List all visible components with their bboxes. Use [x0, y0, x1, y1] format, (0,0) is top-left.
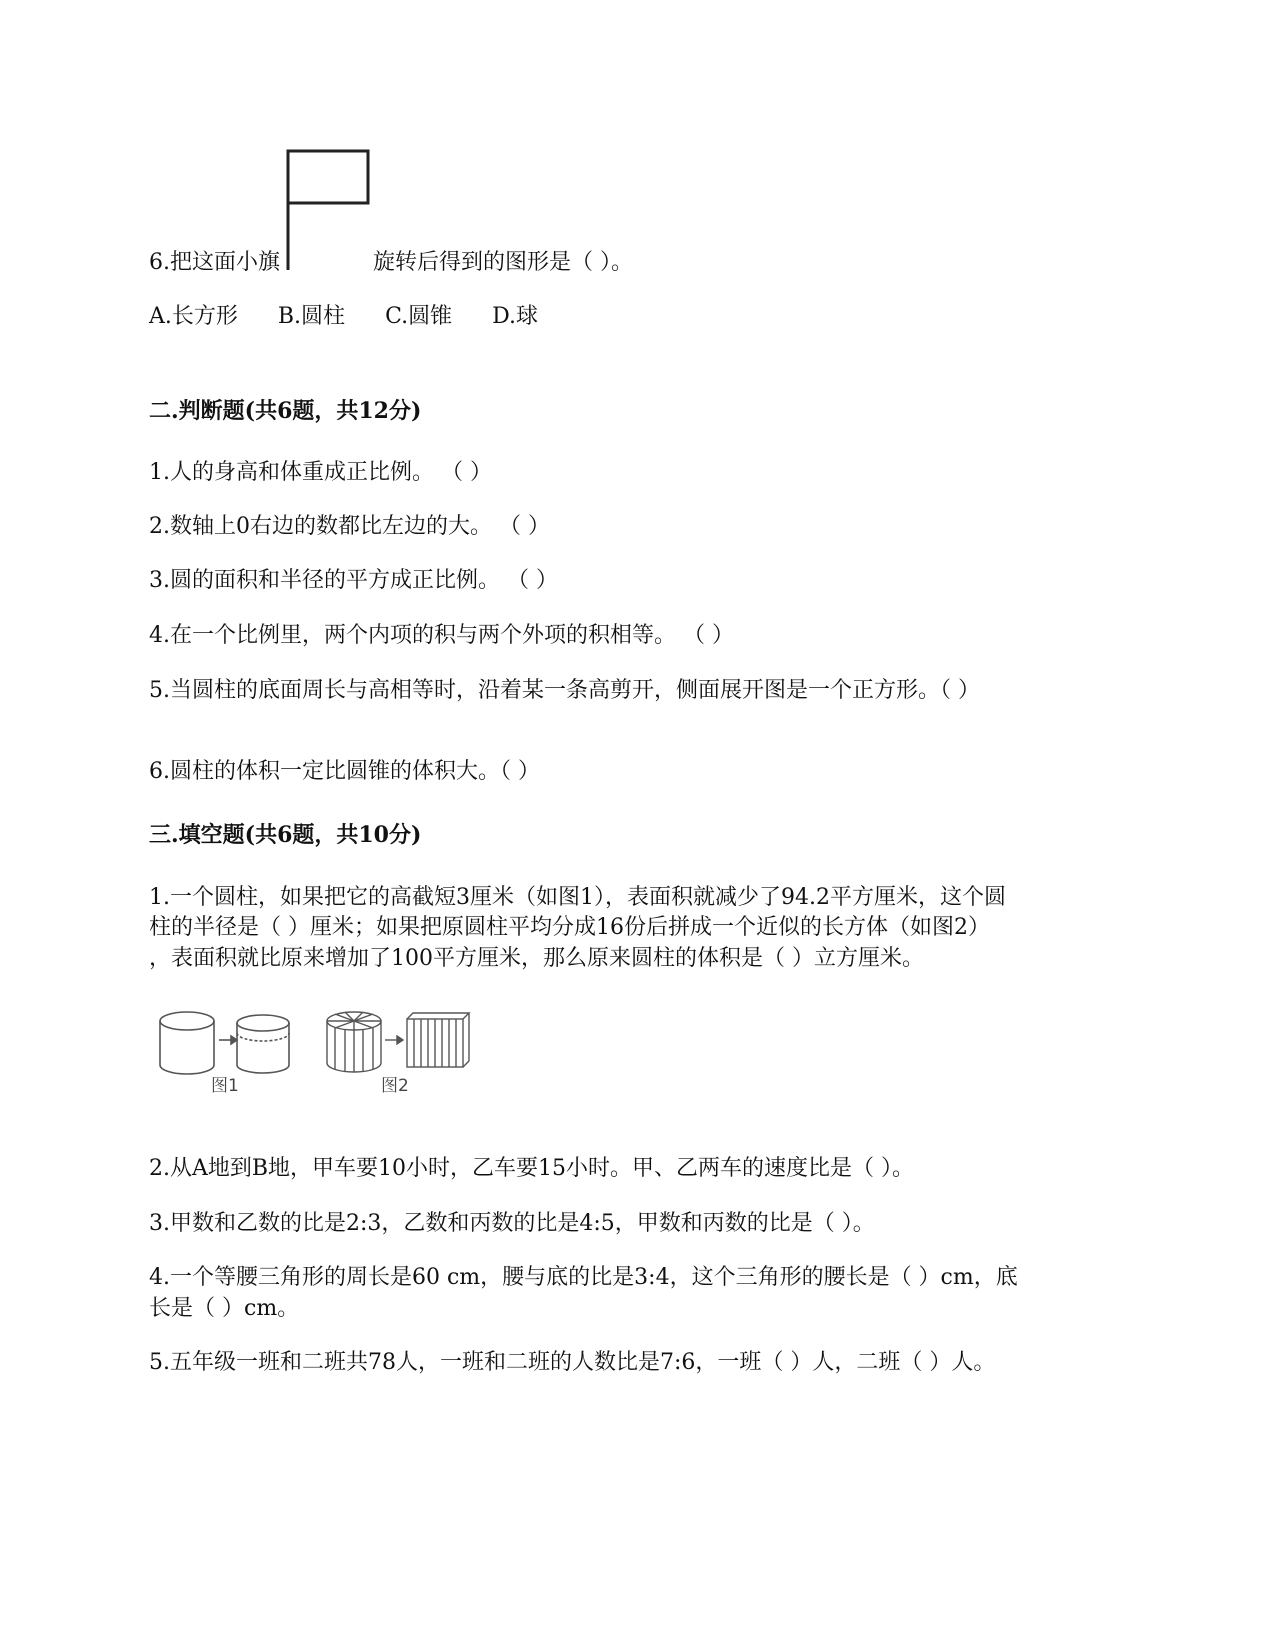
question-6-options: [149, 302, 578, 332]
option-a: A.长方形: [149, 304, 238, 329]
fill-q2: 2.从A地到B地，甲车要10小时，乙车要15小时。甲、乙两车的速度比是（ ）。: [149, 1156, 915, 1181]
fill-q1-line-1: 1.一个圆柱，如果把它的高截短3厘米（如图1），表面积就减少了94.2平方厘米，这个圆: [149, 885, 1006, 910]
section-2-heading: 二.判断题(共6题，共12分): [149, 398, 422, 424]
judge-item-2: 2.数轴上0右边的数都比左边的大。 （ ）: [149, 514, 550, 539]
judge-item-1: 1.人的身高和体重成正比例。 （ ）: [149, 460, 492, 485]
option-b: B.圆柱: [277, 304, 346, 329]
question-6-prefix: 6.把这面小旗: [149, 250, 280, 275]
figure-2-label: 图2: [381, 1076, 409, 1096]
figure-1-drawing: [160, 1012, 289, 1074]
figure-1-label: 图1: [211, 1076, 239, 1096]
fill-q3: 3.甲数和乙数的比是2:3，乙数和丙数的比是4:5，甲数和丙数的比是（ ）。: [149, 1211, 875, 1236]
judge-item-6: 6.圆柱的体积一定比圆锥的体积大。（ ）: [149, 759, 540, 784]
option-c: C.圆锥: [385, 304, 453, 329]
option-d: D.球: [492, 304, 538, 329]
question-6-suffix: 旋转后得到的图形是（ ）。: [373, 250, 633, 275]
flag-icon: [283, 148, 373, 273]
judge-item-4: 4.在一个比例里，两个内项的积与两个外项的积相等。 （ ）: [149, 623, 734, 648]
fill-q4-line-2: 长是（ ）cm。: [149, 1296, 300, 1321]
figure-2-drawing: [327, 1012, 469, 1072]
fill-q4-line-1: 4.一个等腰三角形的周长是60 cm，腰与底的比是3:4，这个三角形的腰长是（ ）cm，底: [149, 1265, 1018, 1290]
judge-item-3: 3.圆的面积和半径的平方成正比例。 （ ）: [149, 568, 558, 593]
cylinder-figures: [155, 1005, 485, 1105]
fill-q1-line-3: ，表面积就比原来增加了100平方厘米，那么原来圆柱的体积是（ ）立方厘米。: [149, 946, 924, 971]
section-3-heading: 三.填空题(共6题，共10分): [149, 822, 422, 848]
fill-q1-line-2: 柱的半径是（ ）厘米；如果把原圆柱平均分成16份后拼成一个近似的长方体（如图2）: [149, 915, 990, 940]
fill-q5: 5.五年级一班和二班共78人，一班和二班的人数比是7:6，一班（ ）人，二班（ ）人。: [149, 1350, 996, 1375]
judge-item-5: 5.当圆柱的底面周长与高相等时，沿着某一条高剪开，侧面展开图是一个正方形。（ ）: [149, 678, 980, 703]
